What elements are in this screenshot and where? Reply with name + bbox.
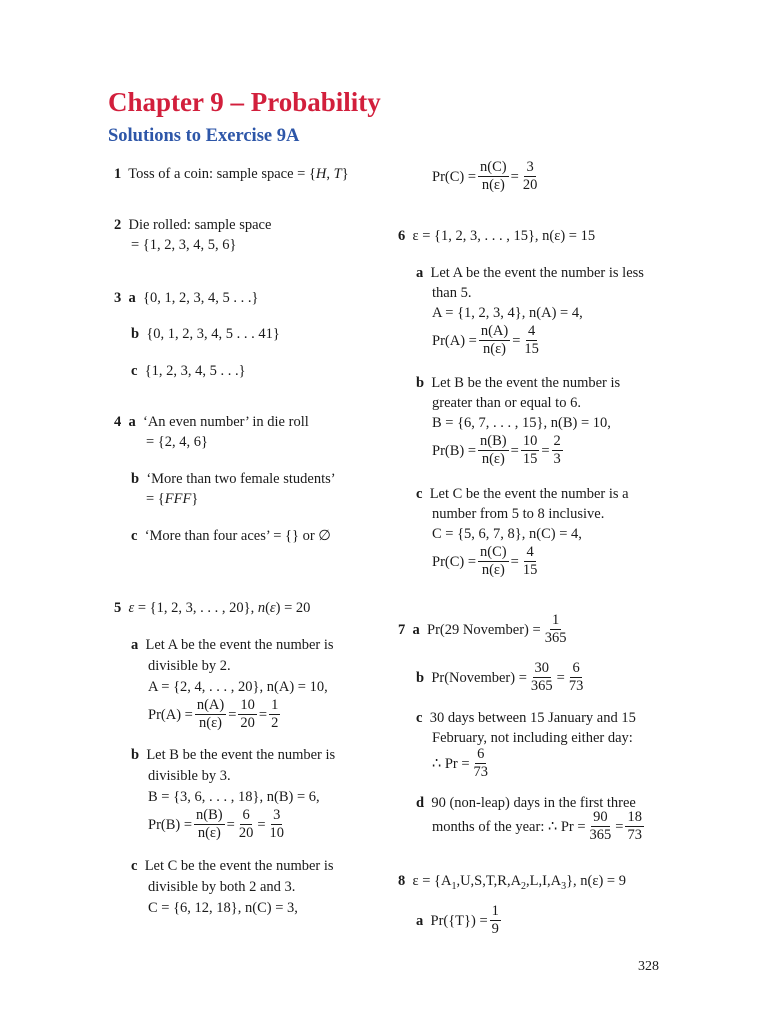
q6c-line1: Let C be the event the number is a (429, 486, 629, 502)
q5-header-end: ) = 20 (275, 600, 311, 616)
denominator: n(ε) (481, 451, 505, 467)
question-number: 6 (398, 228, 406, 244)
subscript: 3 (561, 880, 567, 892)
fraction (529, 660, 555, 695)
q5b-set: B = {3, 6, . . . , 18}, n(B) = 6, (148, 789, 320, 805)
pr-label: Pr(B) = (432, 442, 477, 459)
numerator: n(C) (480, 159, 507, 175)
q7c-line2: February, not including either day: (432, 730, 633, 746)
denominator: 20 (522, 177, 538, 193)
question-6b (416, 374, 620, 392)
numerator: 10 (240, 697, 255, 713)
pr-label: Pr(C) = (432, 168, 477, 185)
question-number: 7 (398, 621, 406, 638)
numerator: 3 (526, 159, 534, 175)
denominator: 9 (491, 921, 499, 937)
numerator: 4 (528, 323, 536, 339)
q6-header: ε = {1, 2, 3, . . . , 15}, n(ε) = 15 (412, 228, 596, 244)
fraction (625, 809, 644, 844)
q7c-probability (432, 746, 492, 781)
part-label: b (131, 471, 140, 487)
fraction (478, 159, 509, 194)
q5b-line2: divisible by 3. (148, 768, 231, 784)
q5a-line1: Let A be the event the number is (145, 637, 334, 653)
question-number: 5 (114, 600, 122, 616)
q6b-probability: Pr(B) = $\frac{n(B)}{n(\varepsilon)}$ = $\frac{10}{15}$ = $\frac{2}{3}$ (432, 433, 561, 467)
numerator: 1 (491, 903, 499, 919)
numerator: 6 (477, 746, 485, 762)
q4b-line2 (146, 490, 198, 508)
fraction (521, 544, 540, 579)
question-number: 4 (114, 414, 122, 430)
q4c-text: ‘More than four aces’ = {} or ∅ (144, 528, 331, 544)
part-label: a (416, 912, 424, 929)
q6b-set: B = {6, 7, . . . , 15}, n(B) = 10, (432, 415, 611, 431)
question-6-header (398, 227, 595, 245)
pr-label: Pr(C) = (432, 553, 477, 570)
part-label: b (416, 375, 425, 391)
subscript: 2 (521, 880, 527, 892)
q6b-line2: greater than or equal to 6. (432, 395, 581, 411)
q2-line1: Die rolled: sample space (128, 217, 272, 233)
q6b-line1: Let B be the event the number is (431, 375, 621, 391)
denominator: 15 (524, 341, 539, 357)
q6c-line2: number from 5 to 8 inclusive. (432, 506, 605, 522)
pr-label: ∴ Pr = (432, 755, 470, 772)
question-4c (131, 527, 331, 545)
q7d-line1: 90 (non-leap) days in the first three (431, 795, 636, 811)
denominator: 2 (271, 715, 279, 731)
q4b-var: FFF (164, 491, 192, 507)
q6a-probability: Pr(A) = $\frac{n(A)}{n(\varepsilon)}$ = $\frac{4}{15}$ (432, 323, 539, 357)
pr-label: Pr(A) = (432, 332, 477, 349)
q5-n: n (257, 600, 266, 616)
fraction (195, 697, 226, 732)
q8-header-post: }, n(ε) = 9 (566, 873, 626, 889)
numerator: 6 (242, 807, 250, 823)
part-label: c (131, 363, 138, 379)
numerator: n(B) (480, 433, 507, 449)
q5b-line1: Let B be the event the number is (146, 747, 336, 763)
fraction (194, 807, 225, 842)
numerator: n(A) (480, 323, 509, 339)
denominator: n(ε) (481, 177, 505, 193)
q5a-line2: divisible by 2. (148, 658, 231, 674)
q7a-text: Pr(29 November) = (427, 621, 541, 638)
fraction (479, 323, 510, 358)
epsilon: ε (128, 600, 135, 616)
question-4a (114, 413, 309, 431)
fraction (238, 697, 257, 732)
question-4b (131, 470, 336, 488)
q3b-text: {0, 1, 2, 3, 4, 5 . . . 41} (146, 326, 280, 342)
q5c-line1: Let C be the event the number is (144, 858, 334, 874)
fraction (472, 746, 491, 781)
q5-header-mid: = {1, 2, 3, . . . , 20}, (134, 600, 258, 616)
numerator: 1 (271, 697, 279, 713)
question-8-header (398, 872, 626, 890)
question-7b: b Pr(November) = $\frac{30}{365}$ = $\frac{6}{73}$ (416, 660, 584, 694)
numerator: n(A) (196, 697, 225, 713)
numerator: 18 (627, 809, 642, 825)
part-label: a (412, 621, 420, 638)
question-6c (416, 485, 629, 503)
fraction (521, 433, 540, 468)
q5c-line2: divisible by both 2 and 3. (148, 879, 296, 895)
denominator: 73 (568, 678, 584, 694)
fraction (567, 660, 586, 695)
part-label: c (131, 528, 138, 544)
numerator: 10 (522, 433, 538, 449)
fraction (490, 903, 501, 938)
numerator: 3 (273, 807, 281, 823)
denominator: 73 (473, 764, 489, 780)
question-5-header: 5 ε = {1, 2, 3, . . . , 20}, n(ε) = 20 (114, 600, 311, 616)
numerator: n(C) (480, 544, 507, 560)
pr-label: Pr(A) = (148, 706, 193, 723)
chapter-title: Chapter 9 – Probability (108, 87, 381, 117)
question-5b (131, 746, 335, 764)
q8a-text: Pr({T}) = (430, 912, 488, 929)
part-label: c (131, 858, 138, 874)
numerator: 30 (534, 660, 550, 676)
q7b-text: Pr(November) = (431, 669, 527, 686)
part-label: b (131, 747, 140, 763)
q1-text: Toss of a coin: sample space = { (128, 166, 316, 182)
part-label: a (128, 414, 136, 430)
q7c-line1: 30 days between 15 January and 15 (429, 710, 636, 726)
denominator: 73 (627, 827, 642, 843)
q1-h: H (315, 166, 327, 182)
q3a-text: {0, 1, 2, 3, 4, 5 . . .} (143, 290, 259, 306)
q5a-set: A = {2, 4, . . . , 20}, n(A) = 10, (148, 679, 328, 695)
subscript: 1 (451, 880, 457, 892)
page-number: 328 (638, 959, 659, 974)
question-3a (114, 289, 258, 307)
q8-header-mid2: ,L,I,A (526, 873, 562, 889)
exercise-subtitle: Solutions to Exercise 9A (108, 126, 300, 146)
question-5c (131, 857, 334, 875)
question-8a (416, 903, 503, 938)
question-7c (416, 709, 636, 727)
denominator: 15 (522, 451, 538, 467)
fraction (543, 612, 569, 647)
q3c-text: {1, 2, 3, 4, 5 . . .} (144, 363, 246, 379)
fraction (269, 697, 280, 732)
q6a-line1: Let A be the event the number is less (430, 265, 644, 281)
q8-header-pre: ε = {A (412, 873, 452, 889)
q6c-probability: Pr(C) = $\frac{n(C)}{n(\varepsilon)}$ = $\frac{4}{15}$ (432, 544, 538, 578)
denominator: 365 (544, 630, 567, 646)
denominator: n(ε) (199, 715, 223, 731)
fraction (522, 323, 541, 358)
numerator: 1 (551, 612, 560, 628)
question-number: 2 (114, 217, 122, 233)
fraction (237, 807, 256, 842)
q6a-line2: than 5. (432, 285, 472, 301)
q5c-probability: Pr(C) = $\frac{n(C)}{n(\varepsilon)}$ = $\frac{3}{20}$ (432, 159, 538, 193)
denominator: 365 (530, 678, 553, 694)
denominator: n(ε) (483, 341, 507, 357)
question-2 (114, 216, 271, 234)
denominator: 10 (269, 825, 284, 841)
part-label: a (128, 290, 136, 306)
denominator: 20 (240, 715, 255, 731)
fraction (478, 433, 509, 468)
part-label: c (416, 710, 423, 726)
q4b-pre: = { (146, 491, 165, 507)
question-7a (398, 612, 570, 647)
question-3c (131, 362, 246, 380)
fraction (478, 544, 509, 579)
numerator: 90 (593, 809, 608, 825)
fraction (268, 807, 287, 842)
q1-close: } (341, 166, 349, 182)
question-1 (114, 165, 349, 183)
question-number: 1 (114, 166, 122, 182)
part-label: b (416, 669, 425, 686)
q1-sep: , (326, 166, 334, 182)
part-label: d (416, 795, 425, 811)
question-6a (416, 264, 644, 282)
denominator: 365 (589, 827, 612, 843)
numerator: 4 (526, 544, 534, 560)
part-label: a (131, 637, 139, 653)
q4b-post: } (191, 491, 199, 507)
fraction (588, 809, 614, 844)
numerator: 6 (572, 660, 580, 676)
q8-header-mid: ,U,S,T,R,A (456, 873, 522, 889)
question-number: 8 (398, 873, 406, 889)
fraction (521, 159, 540, 194)
q7d-line2: months of the year: ∴ Pr = (432, 818, 586, 835)
denominator: 20 (238, 825, 254, 841)
q4a-line2: = {2, 4, 6} (146, 434, 208, 450)
question-5a (131, 636, 334, 654)
denominator: n(ε) (197, 825, 221, 841)
q1-t: T (333, 166, 342, 182)
numerator: n(B) (196, 807, 223, 823)
part-label: b (131, 326, 140, 342)
q5c-set: C = {6, 12, 18}, n(C) = 3, (148, 900, 298, 916)
denominator: n(ε) (481, 562, 505, 578)
q2-line2: = {1, 2, 3, 4, 5, 6} (131, 237, 237, 253)
denominator: 3 (553, 451, 561, 467)
q4b-line1: ‘More than two female students’ (146, 471, 336, 487)
q4a-line1: ‘An even number’ in die roll (143, 414, 309, 430)
question-number: 3 (114, 290, 122, 306)
epsilon: ε (269, 600, 276, 616)
part-label: c (416, 486, 423, 502)
pr-label: Pr(B) = (148, 816, 193, 833)
numerator: 2 (553, 433, 561, 449)
q6a-set: A = {1, 2, 3, 4}, n(A) = 4, (432, 305, 583, 321)
q5b-probability: Pr(B) = $\frac{n(B)}{n(\varepsilon)}$ = $\frac{6}{20}$ = $\frac{3}{10}$ (148, 807, 284, 841)
q5a-probability: Pr(A) = $\frac{n(A)}{n(\varepsilon)}$ = $\frac{10}{20}$ = $\frac{1}{2}$ (148, 697, 279, 731)
denominator: 15 (522, 562, 538, 578)
q7d-probability: months of the year: ∴ Pr = $\frac{90}{365}$ = $\frac{18}{73}$ (432, 809, 642, 843)
part-label: a (416, 265, 424, 281)
q6c-set: C = {5, 6, 7, 8}, n(C) = 4, (432, 526, 582, 542)
question-3b (131, 325, 280, 343)
fraction (552, 433, 563, 468)
